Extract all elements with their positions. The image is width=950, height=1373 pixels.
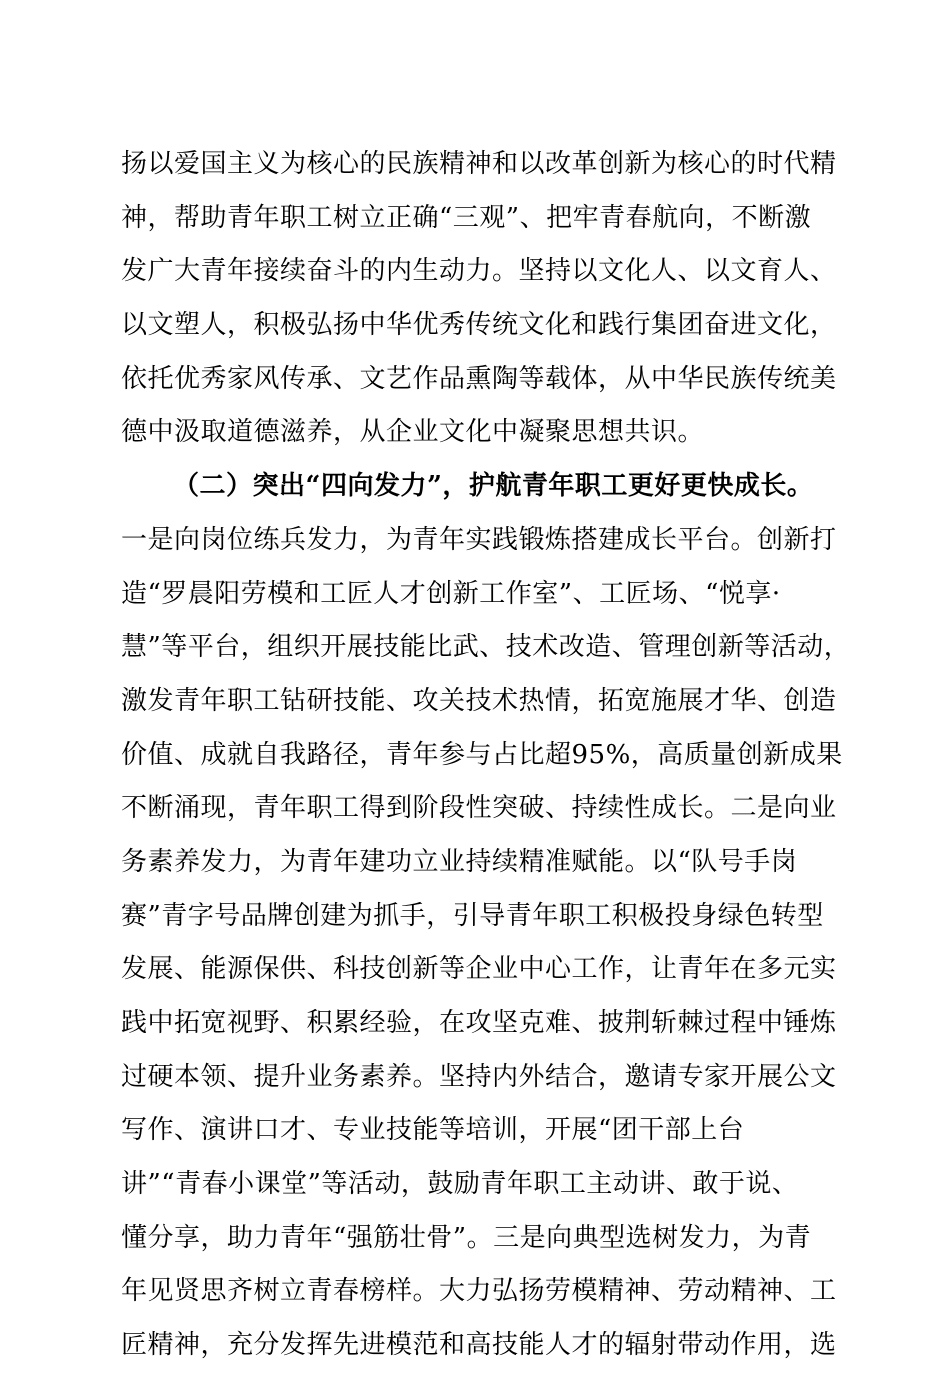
paragraph-line: 年见贤思齐树立青春榜样。大力弘扬劳模精神、劳动精神、工 [121,1276,837,1307]
paragraph-line: 一是向岗位练兵发力，为青年实践锻炼搭建成长平台。创新打 [121,524,837,555]
paragraph-line: 不断涌现，青年职工得到阶段性突破、持续性成长。二是向业 [121,793,837,824]
paragraph-line: 德中汲取道德滋养，从企业文化中凝聚思想共识。 [121,417,705,448]
paragraph-line: 写作、演讲口才、专业技能等培训，开展“团干部上台 [121,1115,745,1146]
paragraph-line: 践中拓宽视野、积累经验，在攻坚克难、披荆斩棘过程中锤炼 [121,1008,837,1038]
section-heading: （二）突出“四向发力”，护航青年职工更好更快成长。 [173,471,814,502]
paragraph-line: 讲”“青春小课堂”等活动，鼓励青年职工主动讲、敢于说、 [121,1169,799,1200]
paragraph-line: 扬以爱国主义为核心的民族精神和以改革创新为核心的时代精 [121,149,837,179]
paragraph-line: 价值、成就自我路径，青年参与占比超95%，高质量创新成果 [121,739,843,770]
paragraph-line: 赛”青字号品牌创建为抓手，引导青年职工积极投身绿色转型 [121,900,824,931]
paragraph-line: 发展、能源保供、科技创新等企业中心工作，让青年在多元实 [121,954,837,985]
paragraph-line: 过硬本领、提升业务素养。坚持内外结合，邀请专家开展公文 [121,1061,837,1092]
paragraph-line: 神，帮助青年职工树立正确“三观”、把牢青春航向，不断激 [121,202,812,233]
paragraph-line: 造“罗晨阳劳模和工匠人才创新工作室”、工匠场、“悦享· [121,578,781,609]
paragraph-line: 慧”等平台，组织开展技能比武、技术改造、管理创新等活动， [121,632,851,663]
paragraph-line: 务素养发力，为青年建功立业持续精准赋能。以“队号手岗 [121,846,798,877]
paragraph-line: 以文塑人，积极弘扬中华优秀传统文化和践行集团奋进文化， [121,310,837,341]
paragraph-line: 依托优秀家风传承、文艺作品熏陶等载体，从中华民族传统美 [121,363,837,394]
paragraph-line: 匠精神，充分发挥先进模范和高技能人才的辐射带动作用，选 [121,1330,837,1361]
paragraph-line: 发广大青年接续奋斗的内生动力。坚持以文化人、以文育人、 [121,256,837,287]
body-text [121,138,851,1373]
paragraph-line: 激发青年职工钻研技能、攻关技术热情，拓宽施展才华、创造 [121,685,837,716]
paragraph-line: 懂分享，助力青年“强筋壮骨”。三是向典型选树发力，为青 [121,1222,812,1253]
